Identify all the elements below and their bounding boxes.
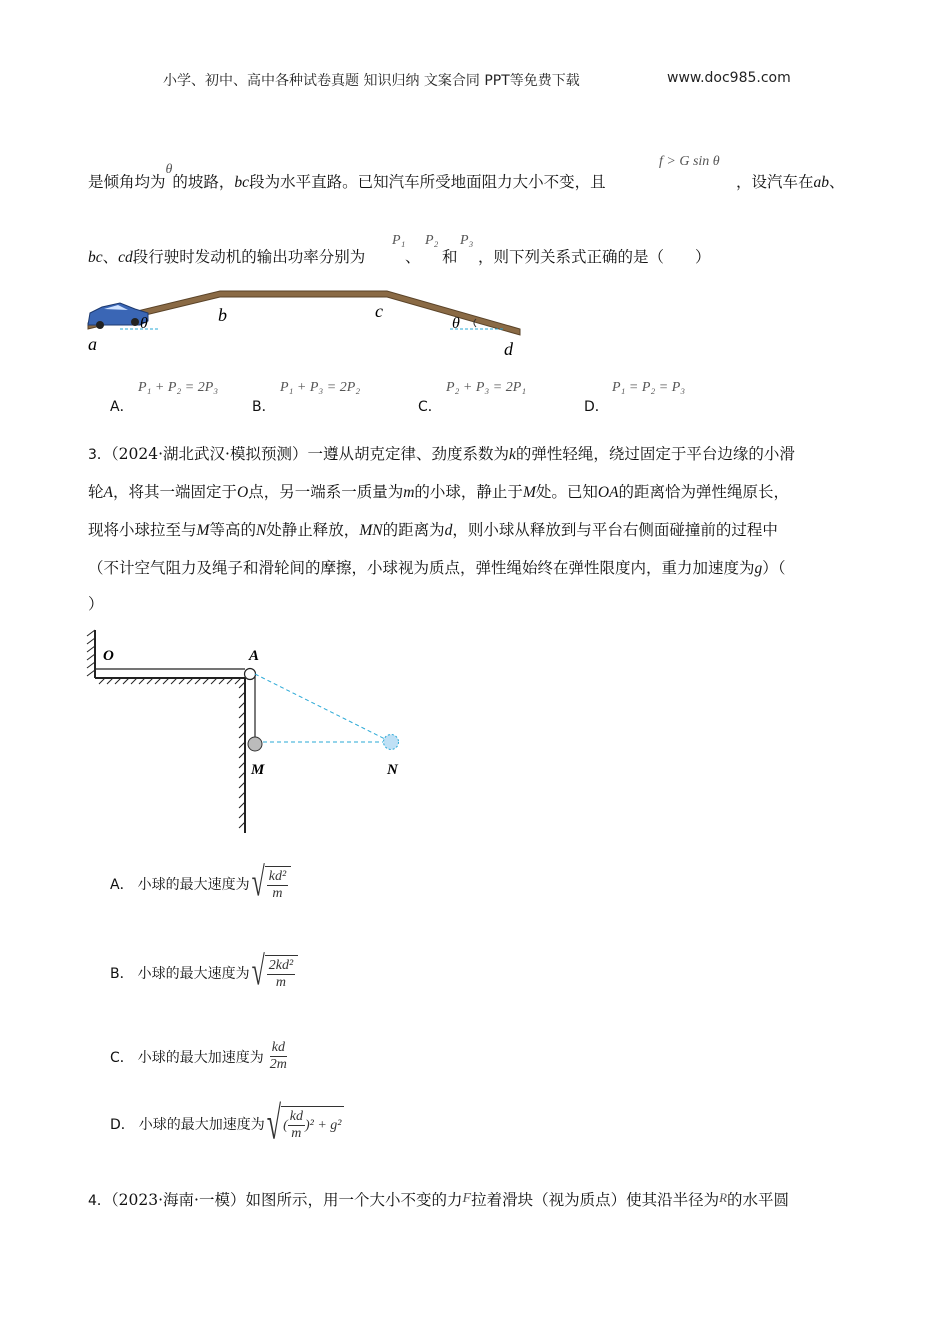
q2-option-c-expr: P₂ + P₃ = 2P₁ [446,380,527,395]
q3-option-d[interactable]: D． 小球的最大加速度为 √ ( $\frac{kd}{m}$ )² + g² [110,1106,344,1142]
q2-line1-end: ，设汽车在ab、 [736,173,845,191]
q3-pulley-figure [85,628,415,838]
option-b-formula: √ $\frac{\text{2kd²}}{m}$ [252,955,299,991]
q2-option-d-expr: P₁ = P₂ = P₃ [612,380,686,395]
option-c-formula: $\frac{kd}{2m}$ [269,1040,287,1072]
label-M: M [251,762,265,778]
pulley-A [245,669,256,680]
label-b: b [218,305,227,325]
rope-AN-dashed [255,674,391,742]
q2-line2: bc、cd段行驶时发动机的输出功率分别为 [88,248,366,266]
q3-line3: 现将小球拉至与M等高的N处静止释放，MN的距离为d，则小球从释放到与平台右侧面碰撞前的过程中 [88,521,778,539]
q2-and: 和 [442,248,458,266]
label-a: a [88,334,97,354]
header-url[interactable]: www.doc985.com [667,70,791,86]
q2-P3: P₃ [460,233,474,248]
q3-option-b[interactable]: B． 小球的最大速度为 √ $\frac{\text{2kd²}}{m}$ [110,955,298,991]
label-N: N [387,762,398,778]
q2-option-d-label[interactable]: D． [584,399,609,415]
q2-P1: P₁ [392,233,406,248]
q2-condition: f > G sin θ [659,154,720,169]
q2-road-figure [80,285,530,365]
q2-line1: 是倾角均为θ的坡路，bc段为水平直路。已知汽车所受地面阻力大小不变，且 [88,162,606,191]
q2-line2-end: ，则下列关系式正确的是（ ） [478,248,711,266]
label-d: d [504,339,513,359]
theta-right-label: θ [452,315,460,332]
q2-P2: P₂ [425,233,439,248]
ball-N [384,735,399,750]
q3-option-a[interactable]: A． 小球的最大速度为 √ $\frac{\text{kd²}}{m}$ [110,866,291,902]
option-d-formula: √ ( $\frac{kd}{m}$ )² + g² [267,1106,345,1142]
label-c: c [375,301,383,321]
car-icon [88,303,148,329]
q2-option-b-label[interactable]: B． [252,399,276,415]
q2-sep1: 、 [405,248,421,266]
ball-M [248,737,262,751]
q2-option-c-label[interactable]: C． [418,399,442,415]
label-A: A [249,648,260,664]
option-a-formula: √ $\frac{\text{kd²}}{m}$ [252,866,292,902]
label-O: O [103,648,114,664]
q3-option-c[interactable]: C． 小球的最大加速度为 $\frac{kd}{2m}$ [110,1040,287,1072]
q3-line4: （不计空气阻力及绳子和滑轮间的摩擦，小球视为质点，弹性绳始终在弹性限度内，重力加速度为g）（ [88,559,786,577]
left-wall-hatch [87,630,95,676]
q2-option-a-label[interactable]: A． [110,399,134,415]
q2-option-a-expr: P₁ + P₂ = 2P₃ [138,380,219,395]
header-text: 小学、初中、高中各种试卷真题 知识归纳 文案合同 PPT等免费下载 [163,73,580,89]
theta-left-label: θ [140,315,148,332]
q3-line1: 3．（2024·湖北武汉·模拟预测）一遵从胡克定律、劲度系数为k的弹性轻绳，绕过固定于平台边缘的小滑 [88,445,795,463]
q4-line1: 4．（2023·海南·一模）如图所示，用一个大小不变的力F拉着滑块（视为质点）使其沿半径为R的水平圆 [88,1190,790,1209]
q3-line2: 轮A，将其一端固定于O点，另一端系一质量为m的小球，静止于M处。已知OA的距离恰为弹性绳原长， [88,483,790,501]
q2-option-b-expr: P₁ + P₃ = 2P₂ [280,380,361,395]
q3-line5: ） [88,595,104,613]
